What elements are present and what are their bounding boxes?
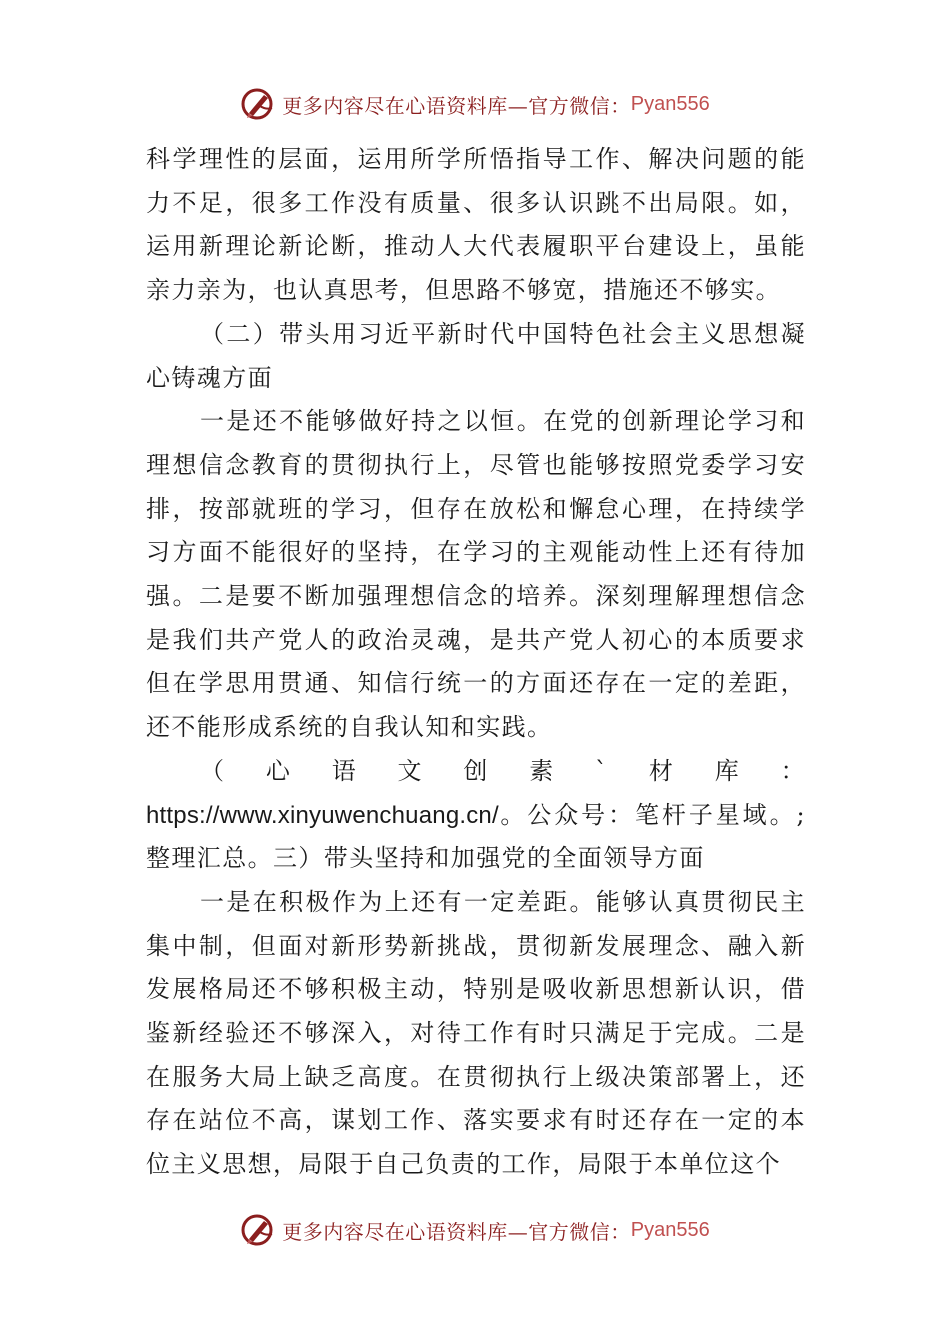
paragraph-5: 一是在积极作为上还有一定差距。能够认真贯彻民主集中制，但面对新形势新挑战，贯彻新发展理念、融入新发展格局还不够积极主动，特别是吸收新思想新认识，借鉴新经验还不够深入，对待工作有时只满足于完成。二是在服务大局上缺乏高度。在贯彻执行上级决策部署上，还存在站位不高，谋划工作、落实要求有时还存在一定的本位主义思想，局限于自己负责的工作，局限于本单位这个 — [146, 887, 806, 1179]
banner-wechat-handle: Pyan556 — [630, 1218, 710, 1241]
document-body — [146, 138, 806, 1187]
paragraph-3: 一是还不能够做好持之以恒。在党的创新理论学习和理想信念教育的贯彻执行上，尽管也能够按照党委学习安排，按部就班的学习，但存在放松和懈怠心理，在持续学习方面不能很好的坚持，在学习的主观能动性上还有待加强。二是要不断加强理想信念的培养。深刻理解理想信念是我们共产党人的政治灵魂，是共产党人初心的本质要求但在学思用贯通、知信行统一的方面还存在一定的差距，还不能形成系统的自我认知和实践。 — [146, 407, 806, 742]
source-note-prefix: （心语文创素`材库： — [200, 756, 806, 785]
paragraph-1: 科学理性的层面，运用所学所悟指导工作、解决问题的能力不足，很多工作没有质量、很多认识跳不出局限。如，运用新理论新论断，推动人大代表履职平台建设上，虽能亲力亲为，也认真思考，但思路不够宽，措施还不够实。 — [146, 145, 806, 305]
header-banner — [0, 84, 950, 124]
banner-text: 更多内容尽在心语资料库—官方微信： — [282, 1219, 631, 1244]
banner-text: 更多内容尽在心语资料库—官方微信： — [282, 93, 631, 118]
footer-banner — [0, 1210, 950, 1250]
paragraph-4 — [146, 750, 806, 881]
pen-logo-icon — [240, 1212, 276, 1248]
pen-logo-icon — [240, 86, 276, 122]
source-url-link[interactable]: https://www.xinyuwenchuang.cn/ — [146, 801, 499, 829]
source-note-suffix: 。公众号：笔杆子星域。;整理汇总。三）带头坚持和加强党的全面领导方面 — [146, 800, 806, 873]
section-heading-2: （二）带头用习近平新时代中国特色社会主义思想凝心铸魂方面 — [146, 319, 806, 392]
banner-wechat-handle: Pyan556 — [630, 92, 710, 115]
